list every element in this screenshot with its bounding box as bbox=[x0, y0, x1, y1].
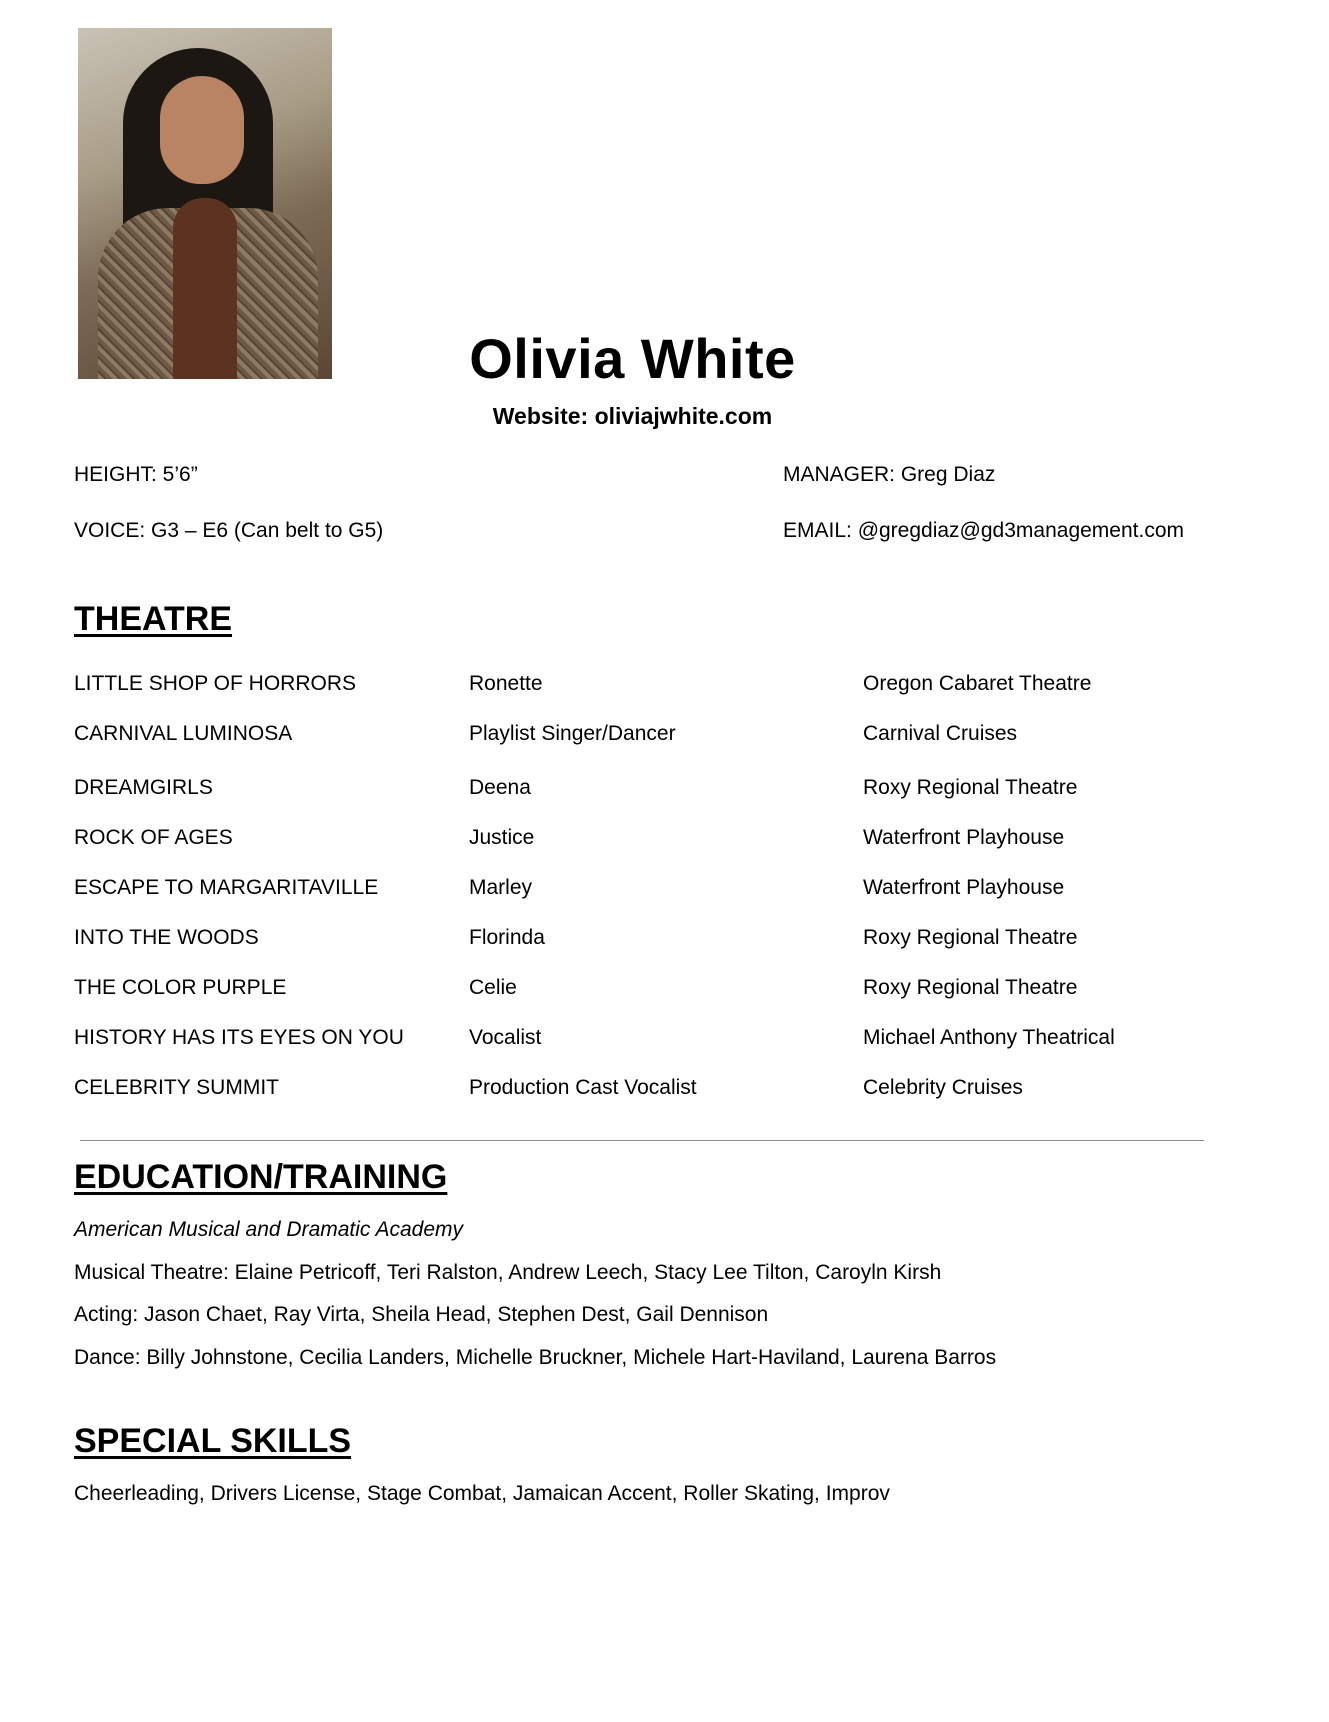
education-acting: Acting: Jason Chaet, Ray Virta, Sheila Head, Stephen Dest, Gail Dennison bbox=[74, 1303, 769, 1326]
credit-venue: Roxy Regional Theatre bbox=[863, 926, 1078, 949]
credit-venue: Oregon Cabaret Theatre bbox=[863, 672, 1092, 695]
credit-show: LITTLE SHOP OF HORRORS bbox=[74, 672, 356, 695]
credit-venue: Carnival Cruises bbox=[863, 722, 1018, 745]
height-info: HEIGHT: 5’6” bbox=[74, 463, 198, 486]
credit-row bbox=[74, 776, 1234, 826]
credit-row bbox=[74, 1026, 1234, 1076]
credit-role: Florinda bbox=[469, 926, 545, 949]
special-skills-heading: SPECIAL SKILLS bbox=[74, 1422, 352, 1460]
credit-venue: Michael Anthony Theatrical bbox=[863, 1026, 1115, 1049]
credit-show: INTO THE WOODS bbox=[74, 926, 259, 949]
credit-row bbox=[74, 876, 1234, 926]
credit-show: ESCAPE TO MARGARITAVILLE bbox=[74, 876, 379, 899]
credit-role: Marley bbox=[469, 876, 533, 899]
section-divider bbox=[80, 1140, 1204, 1141]
special-skills-list: Cheerleading, Drivers License, Stage Combat, Jamaican Accent, Roller Skating, Improv bbox=[74, 1482, 890, 1505]
education-school: American Musical and Dramatic Academy bbox=[74, 1218, 464, 1241]
education-heading: EDUCATION/TRAINING bbox=[74, 1158, 448, 1196]
credit-show: ROCK OF AGES bbox=[74, 826, 233, 849]
email-info: EMAIL: @gregdiaz@gd3management.com bbox=[783, 519, 1184, 542]
credit-row bbox=[74, 826, 1234, 876]
credit-role: Ronette bbox=[469, 672, 543, 695]
education-dance: Dance: Billy Johnstone, Cecilia Landers, Michelle Bruckner, Michele Hart-Haviland, Laurena Barros bbox=[74, 1346, 997, 1369]
credit-role: Deena bbox=[469, 776, 531, 799]
credit-show: HISTORY HAS ITS EYES ON YOU bbox=[74, 1026, 404, 1049]
credit-show: DREAMGIRLS bbox=[74, 776, 213, 799]
credit-row bbox=[74, 672, 1234, 722]
credit-role: Playlist Singer/Dancer bbox=[469, 722, 676, 745]
credit-role: Production Cast Vocalist bbox=[469, 1076, 697, 1099]
credit-show: CARNIVAL LUMINOSA bbox=[74, 722, 293, 745]
credit-venue: Waterfront Playhouse bbox=[863, 826, 1065, 849]
credit-role: Justice bbox=[469, 826, 535, 849]
credit-show: THE COLOR PURPLE bbox=[74, 976, 287, 999]
theatre-heading: THEATRE bbox=[74, 600, 233, 638]
credit-venue: Waterfront Playhouse bbox=[863, 876, 1065, 899]
credit-role: Celie bbox=[469, 976, 517, 999]
theatre-credits-list bbox=[74, 672, 1234, 1126]
headshot-face bbox=[160, 76, 244, 184]
credit-venue: Roxy Regional Theatre bbox=[863, 976, 1078, 999]
credit-show: CELEBRITY SUMMIT bbox=[74, 1076, 279, 1099]
credit-row bbox=[74, 722, 1234, 776]
manager-info: MANAGER: Greg Diaz bbox=[783, 463, 996, 486]
voice-info: VOICE: G3 – E6 (Can belt to G5) bbox=[74, 519, 384, 542]
education-musical-theatre: Musical Theatre: Elaine Petricoff, Teri Ralston, Andrew Leech, Stacy Lee Tilton, Caroyln Kirsh bbox=[74, 1261, 942, 1284]
credit-venue: Roxy Regional Theatre bbox=[863, 776, 1078, 799]
credit-row bbox=[74, 976, 1234, 1026]
credit-venue: Celebrity Cruises bbox=[863, 1076, 1023, 1099]
credit-row bbox=[74, 926, 1234, 976]
performer-name: Olivia White bbox=[469, 327, 796, 390]
credit-role: Vocalist bbox=[469, 1026, 542, 1049]
credit-row bbox=[74, 1076, 1234, 1126]
website-line: Website: oliviajwhite.com bbox=[492, 403, 773, 429]
